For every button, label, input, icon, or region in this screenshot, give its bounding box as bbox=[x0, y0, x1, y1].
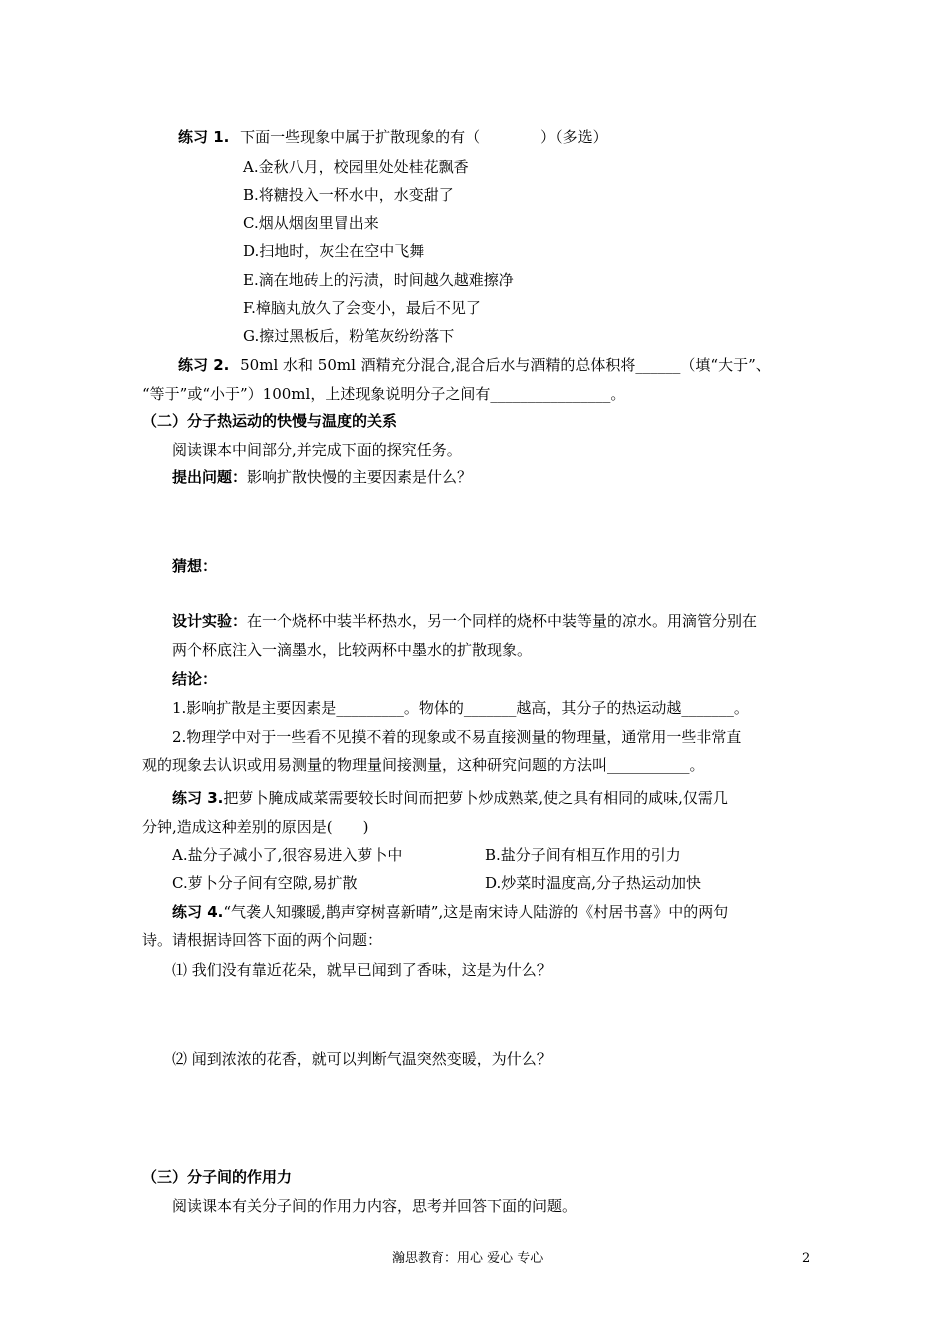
section2-intro: 阅读课本中间部分,并完成下面的探究任务。 bbox=[172, 441, 462, 459]
exercise1-option-g: G.擦过黑板后，粉笔灰纷纷落下 bbox=[243, 327, 455, 345]
exercise4-line2: 诗。请根据诗回答下面的两个问题： bbox=[142, 931, 383, 949]
section3-heading: （三）分子间的作用力 bbox=[142, 1168, 293, 1186]
exercise3-option-a: A.盐分子减小了,很容易进入萝卜中 bbox=[172, 846, 403, 864]
exercise3-option-d: D.炒菜时温度高,分子热运动加快 bbox=[485, 874, 702, 892]
exercise3-line2: 分钟,造成这种差别的原因是( ) bbox=[142, 818, 369, 836]
design-line1 bbox=[172, 611, 757, 631]
design-text1: 在一个烧杯中装半杯热水，另一个同样的烧杯中装等量的凉水。用滴管分别在 bbox=[247, 612, 758, 630]
exercise2-label: 练习 2. bbox=[178, 356, 230, 374]
exercise1-option-d: D.扫地时，灰尘在空中飞舞 bbox=[243, 242, 425, 260]
exercise3-option-b: B.盐分子间有相互作用的引力 bbox=[485, 846, 681, 864]
footer-text: 瀚思教育：用心 爱心 专心 bbox=[392, 1251, 544, 1266]
exercise3-label: 练习 3. bbox=[172, 789, 224, 807]
exercise1-option-b: B.将糖投入一杯水中，水变甜了 bbox=[243, 186, 454, 204]
guess-label: 猜想： bbox=[172, 557, 218, 575]
exercise1-option-c: C.烟从烟囱里冒出来 bbox=[243, 214, 379, 232]
exercise4-question1: ⑴ 我们没有靠近花朵，就早已闻到了香味，这是为什么？ bbox=[172, 961, 552, 979]
exercise4-line1: “气袭人知骤暖,鹊声穿树喜新晴”,这是南宋诗人陆游的《村居书喜》中的两句 bbox=[223, 903, 729, 921]
conclusion-2-line2: 观的现象去认识或用易测量的物理量间接测量，这种研究问题的方法叫___________。 bbox=[142, 756, 705, 774]
exercise1-question: 下面一些现象中属于扩散现象的有（ ）（多选） bbox=[240, 128, 608, 146]
exercise1-label: 练习 1. bbox=[178, 128, 230, 146]
design-label: 设计实验： bbox=[172, 612, 248, 630]
exercise2-line1: 50ml 水和 50ml 酒精充分混合,混合后水与酒精的总体积将______（填“大于”、 bbox=[240, 356, 771, 374]
exercise3-option-c: C.萝卜分子间有空隙,易扩散 bbox=[172, 874, 358, 892]
exercise1-option-a: A.金秋八月，校园里处处桂花飘香 bbox=[243, 158, 469, 176]
exercise3 bbox=[172, 788, 728, 808]
design-line2: 两个杯底注入一滴墨水，比较两杯中墨水的扩散现象。 bbox=[172, 641, 533, 659]
exercise1 bbox=[178, 127, 608, 147]
section2-question bbox=[172, 467, 472, 487]
exercise3-line1: 把萝卜腌成咸菜需要较长时间而把萝卜炒成熟菜,使之具有相同的咸味,仅需几 bbox=[223, 789, 728, 807]
question-text: 影响扩散快慢的主要因素是什么？ bbox=[247, 468, 473, 486]
page-number: 2 bbox=[802, 1251, 811, 1266]
exercise4-label: 练习 4. bbox=[172, 903, 224, 921]
exercise4 bbox=[172, 902, 728, 922]
exercise1-option-e: E.滴在地砖上的污渍，时间越久越难擦净 bbox=[243, 271, 514, 289]
exercise2 bbox=[178, 355, 771, 375]
question-label: 提出问题： bbox=[172, 468, 248, 486]
exercise4-question2: ⑵ 闻到浓浓的花香，就可以判断气温突然变暖，为什么？ bbox=[172, 1050, 552, 1068]
exercise1-option-f: F.樟脑丸放久了会变小，最后不见了 bbox=[243, 299, 481, 317]
conclusion-2-line1: 2.物理学中对于一些看不见摸不着的现象或不易直接测量的物理量，通常用一些非常直 bbox=[172, 728, 742, 746]
conclusion-label: 结论： bbox=[172, 670, 218, 688]
exercise2-line2: “等于”或“小于”）100ml，上述现象说明分子之间有________________。 bbox=[142, 385, 626, 403]
section2-heading: （二）分子热运动的快慢与温度的关系 bbox=[142, 412, 398, 430]
section3-intro: 阅读课本有关分子间的作用力内容，思考并回答下面的问题。 bbox=[172, 1197, 578, 1215]
conclusion-1: 1.影响扩散是主要因素是_________。物体的_______越高，其分子的热运动越_______。 bbox=[172, 699, 749, 717]
